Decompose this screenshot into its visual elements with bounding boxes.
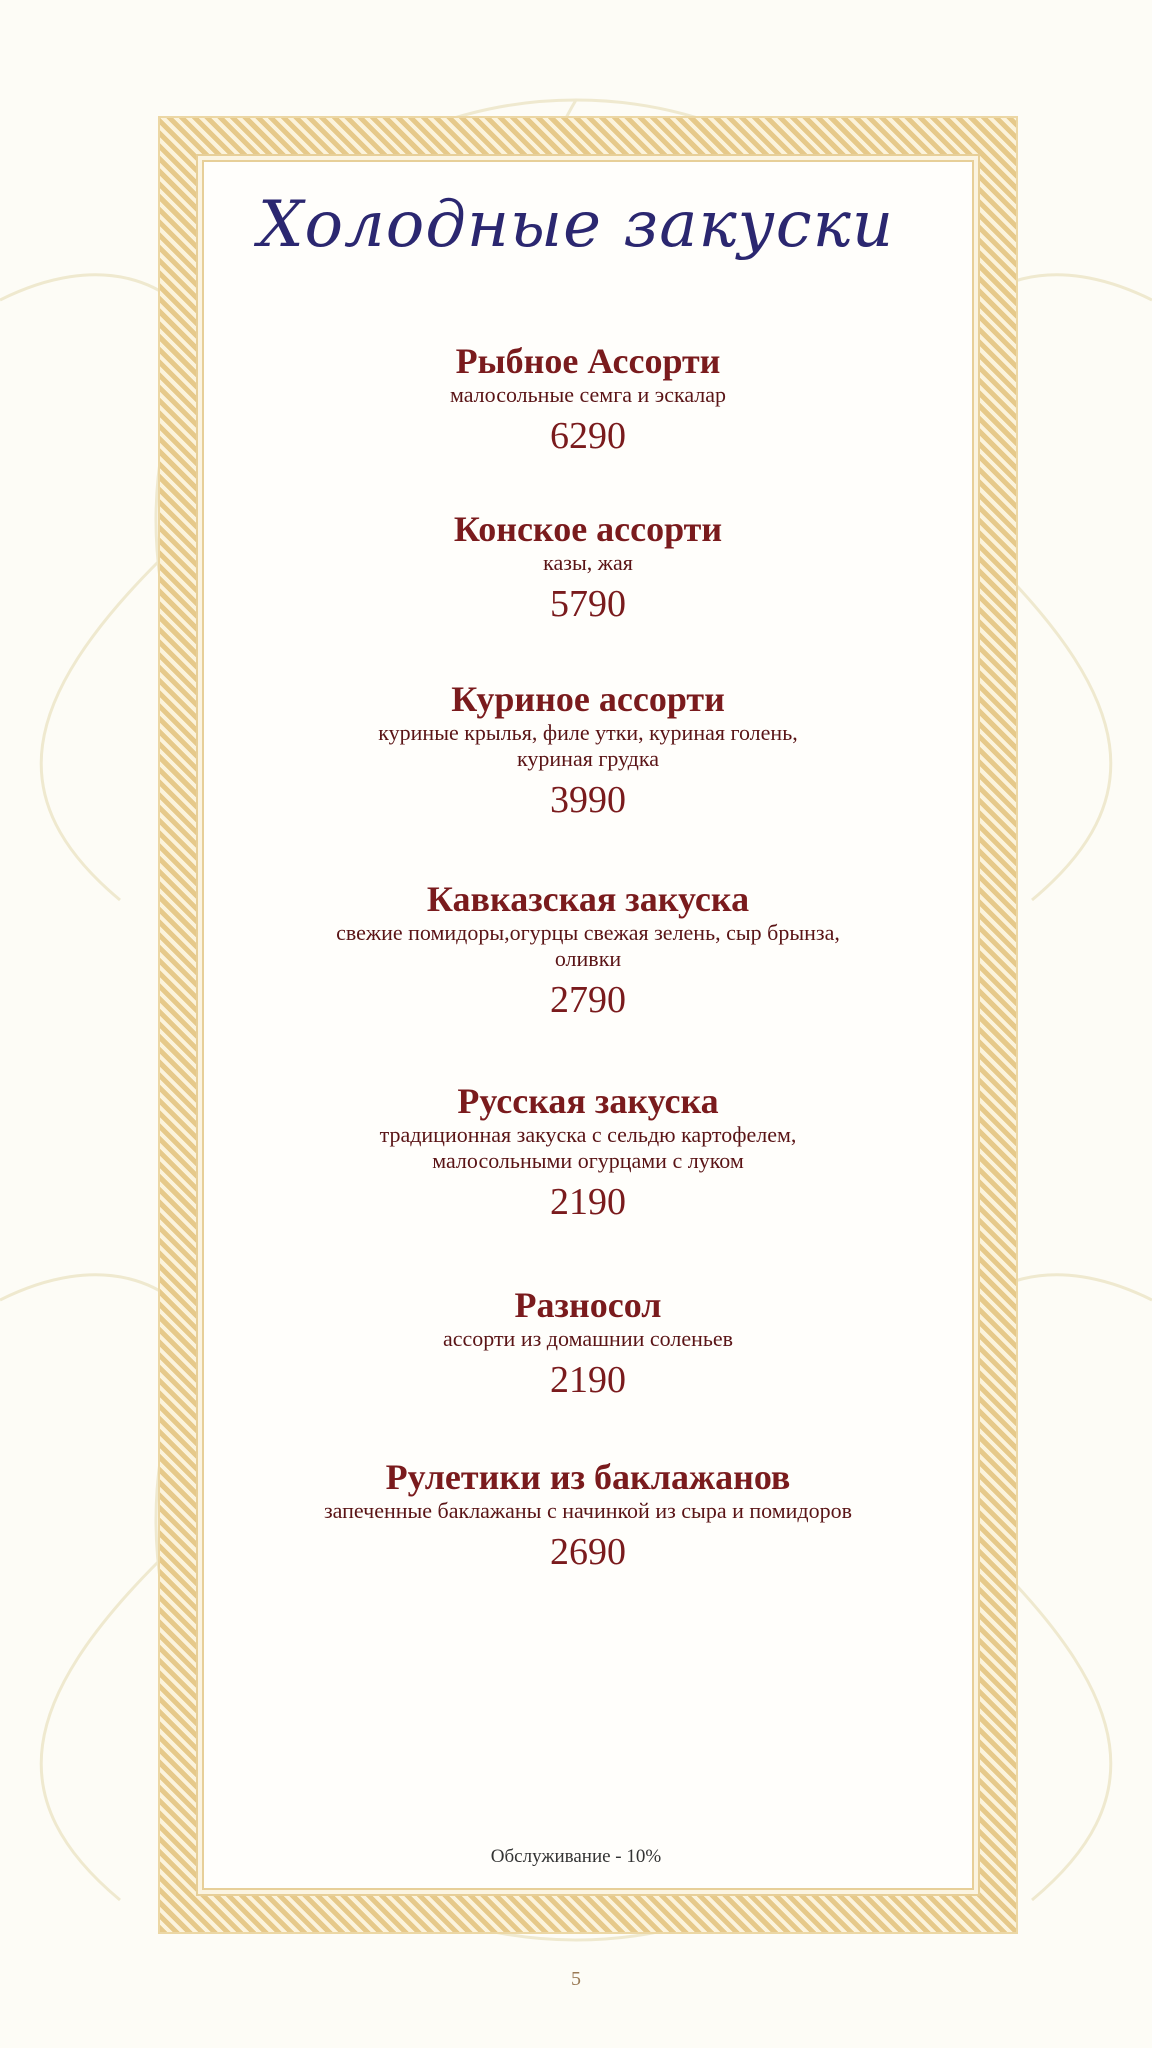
menu-item-price: 2790 [550,979,626,1021]
menu-item [200,878,976,1024]
page-title: Холодные закуски [257,188,895,262]
menu-item-name: Кавказская закуска [426,879,750,919]
menu-item-name: Конское ассорти [453,509,723,549]
menu-item-price: 5790 [550,583,626,625]
menu-item [200,508,976,628]
menu-item-price: 2190 [550,1359,626,1401]
menu-item [200,1284,976,1404]
menu-item [200,1080,976,1226]
menu-item-description: ассорти из домашнии соленьев [442,1326,734,1351]
menu-item-description: традиционная закуска с сельдю картофелем, малосольными огурцами с луком [379,1122,797,1173]
menu-item [200,340,976,460]
menu-item-price: 2690 [550,1531,626,1573]
menu-item [200,678,976,824]
menu-item-name: Рулетики из баклажанов [385,1457,791,1497]
menu-item-name: Русская закуска [457,1081,719,1121]
menu-item-description: куриные крылья, филе утки, куриная голень, куриная грудка [378,720,798,771]
menu-item-description: запеченные баклажаны с начинкой из сыра и помидоров [323,1498,853,1523]
menu-item-price: 3990 [550,779,626,821]
menu-item-name: Куриное ассорти [451,679,725,719]
menu-item-description: малосольные семга и эскалар [449,382,727,407]
menu-item-price: 6290 [550,415,626,457]
service-charge-note: Обслуживание - 10% [490,1846,662,1867]
menu-item-description: казы, жая [543,550,633,575]
menu-item-description: свежие помидоры,огурцы свежая зелень, сыр брынза, оливки [336,920,840,971]
menu-item-price: 2190 [550,1181,626,1223]
menu-item-name: Рыбное Ассорти [455,341,721,381]
menu-item-name: Разносол [514,1285,662,1325]
page-number: 5 [571,1968,581,1990]
menu-item [200,1456,976,1576]
